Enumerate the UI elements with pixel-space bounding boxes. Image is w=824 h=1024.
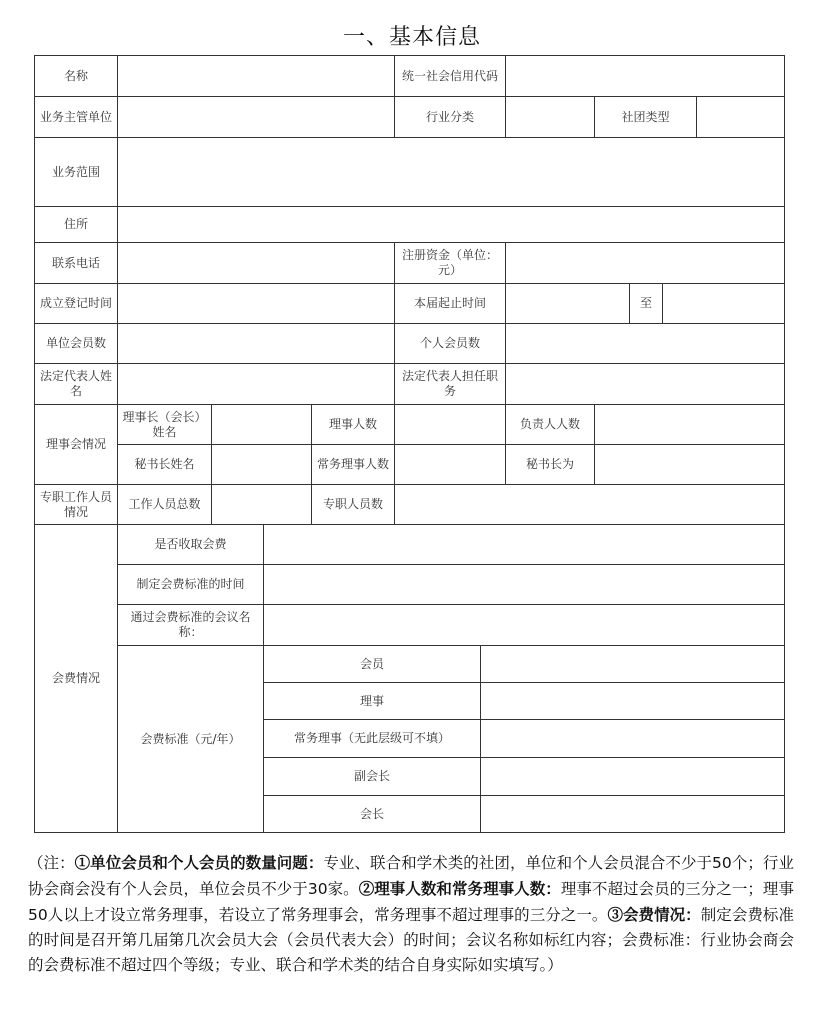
notes-open: （注： xyxy=(28,854,75,872)
fulltime-count-field[interactable] xyxy=(395,485,785,525)
phone-label: 联系电话 xyxy=(35,243,118,284)
directors-count-label: 理事人数 xyxy=(312,405,395,445)
note-1-heading: ①单位会员和个人会员的数量问题： xyxy=(74,853,324,872)
note-1-text: 专业、联合和学术类的社团，单位和个人会员混合不少于50个；行业协会商会没有个人会员，单位会员不少于30家。 xyxy=(28,854,794,898)
org-type-label: 社团类型 xyxy=(595,97,697,138)
term-end-field[interactable] xyxy=(663,284,785,324)
fee-level-standing-label: 常务理事（无此层级可不填） xyxy=(264,720,481,758)
council-label: 理事会情况 xyxy=(35,405,118,485)
address-label: 住所 xyxy=(35,207,118,243)
supervisor-field[interactable] xyxy=(118,97,395,138)
fee-meeting-label: 通过会费标准的会议名称： xyxy=(118,605,264,646)
scope-field[interactable] xyxy=(118,138,785,207)
note-2-text: 理事不超过会员的三分之一；理事50人以上才设立常务理事，若设立了常务理事会，常务理事不超过理事的三分之一。 xyxy=(28,880,794,924)
address-field[interactable] xyxy=(118,207,785,243)
fee-level-president-label: 会长 xyxy=(264,796,481,833)
credit-code-field[interactable] xyxy=(506,56,785,97)
directors-count-field[interactable] xyxy=(395,405,506,445)
page-title: 一、基本信息 xyxy=(342,25,481,50)
fee-standard-label: 会费标准（元/年） xyxy=(118,646,264,833)
staff-total-label: 工作人员总数 xyxy=(118,485,212,525)
fee-level-president-field[interactable] xyxy=(481,796,785,833)
legal-rep-post-label: 法定代表人担任职务 xyxy=(395,364,506,405)
established-field[interactable] xyxy=(118,284,395,324)
fee-level-member-label: 会员 xyxy=(264,646,481,683)
credit-code-label: 统一社会信用代码 xyxy=(395,56,506,97)
fee-collect-label: 是否收取会费 xyxy=(118,525,264,565)
term-label: 本届起止时间 xyxy=(395,284,506,324)
unit-members-field[interactable] xyxy=(118,324,395,364)
secgen-name-field[interactable] xyxy=(212,445,312,485)
scope-label: 业务范围 xyxy=(35,138,118,207)
term-start-field[interactable] xyxy=(506,284,630,324)
chairman-field[interactable] xyxy=(212,405,312,445)
secgen-name-label: 秘书长姓名 xyxy=(118,445,212,485)
fee-level-member-field[interactable] xyxy=(481,646,785,683)
standing-count-field[interactable] xyxy=(395,445,506,485)
chairman-label: 理事长（会长）姓名 xyxy=(118,405,212,445)
fee-level-director-label: 理事 xyxy=(264,683,481,720)
note-3-heading: ③会费情况： xyxy=(607,905,701,924)
note-3-text: 制定会费标准的时间是召开第几届第几次会员大会（会员代表大会）的时间；会议名称如标红内容；会费标准：行业协会商会的会费标准不超过四个等级；专业、联合和学术类的结合自身实际如实填写。） xyxy=(28,906,794,974)
leaders-count-field[interactable] xyxy=(595,405,785,445)
fee-level-vice-president-field[interactable] xyxy=(481,758,785,796)
capital-field[interactable] xyxy=(506,243,785,284)
individual-members-field[interactable] xyxy=(506,324,785,364)
established-label: 成立登记时间 xyxy=(35,284,118,324)
leaders-count-label: 负责人人数 xyxy=(506,405,595,445)
note-2-heading: ②理事人数和常务理事人数： xyxy=(358,879,561,898)
fee-label: 会费情况 xyxy=(35,525,118,833)
staff-label: 专职工作人员情况 xyxy=(35,485,118,525)
phone-field[interactable] xyxy=(118,243,395,284)
industry-label: 行业分类 xyxy=(395,97,506,138)
industry-field[interactable] xyxy=(506,97,595,138)
name-label: 名称 xyxy=(35,56,118,97)
standing-count-label: 常务理事人数 xyxy=(312,445,395,485)
capital-label: 注册资金（单位：元） xyxy=(395,243,506,284)
org-type-field[interactable] xyxy=(697,97,785,138)
fee-level-standing-field[interactable] xyxy=(481,720,785,758)
legal-rep-post-field[interactable] xyxy=(506,364,785,405)
fulltime-count-label: 专职人员数 xyxy=(312,485,395,525)
unit-members-label: 单位会员数 xyxy=(35,324,118,364)
term-to-label: 至 xyxy=(630,284,663,324)
basic-info-form xyxy=(34,55,785,525)
supervisor-label: 业务主管单位 xyxy=(35,97,118,138)
fee-section xyxy=(34,524,785,833)
secgen-type-label: 秘书长为 xyxy=(506,445,595,485)
fee-date-label: 制定会费标准的时间 xyxy=(118,565,264,605)
fee-meeting-field[interactable] xyxy=(264,605,785,646)
staff-total-field[interactable] xyxy=(212,485,312,525)
name-field[interactable] xyxy=(118,56,395,97)
fee-date-field[interactable] xyxy=(264,565,785,605)
individual-members-label: 个人会员数 xyxy=(395,324,506,364)
legal-rep-name-label: 法定代表人姓名 xyxy=(35,364,118,405)
legal-rep-name-field[interactable] xyxy=(118,364,395,405)
fee-level-director-field[interactable] xyxy=(481,683,785,720)
fee-collect-field[interactable] xyxy=(264,525,785,565)
notes-paragraph xyxy=(28,850,794,978)
fee-level-vice-president-label: 副会长 xyxy=(264,758,481,796)
secgen-type-field[interactable] xyxy=(595,445,785,485)
